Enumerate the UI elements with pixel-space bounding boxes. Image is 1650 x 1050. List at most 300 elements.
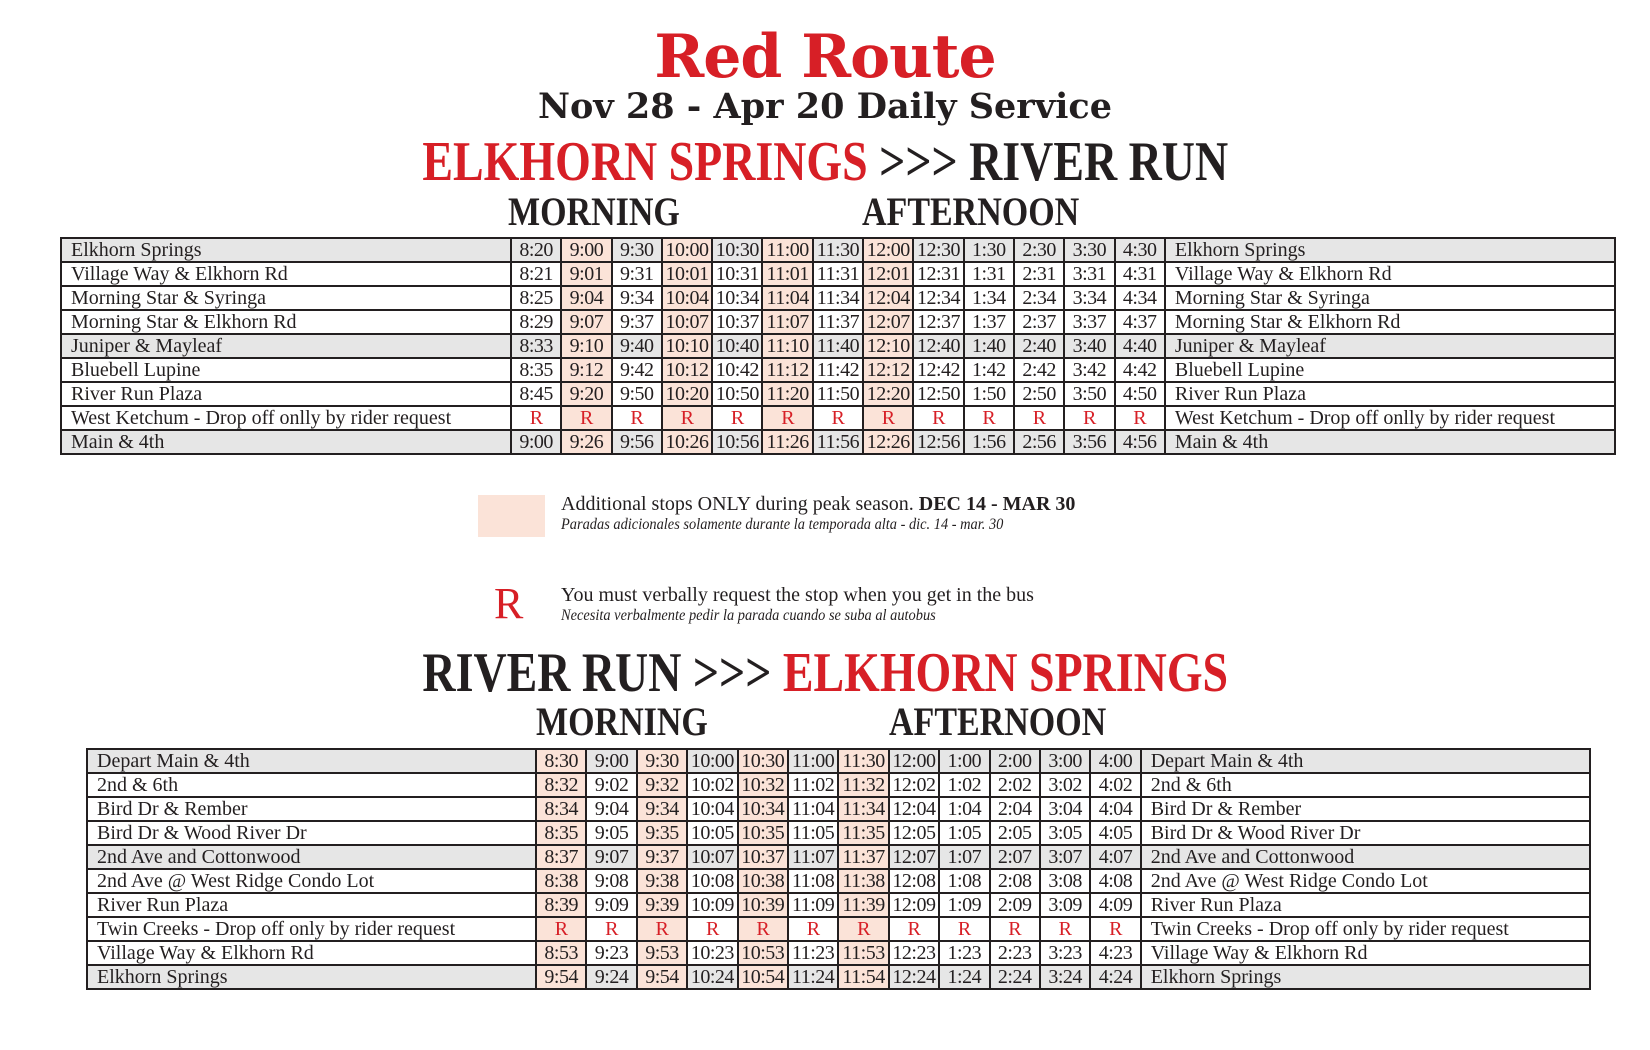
inbound-heading: [0, 641, 1650, 705]
time-cell: 2:40: [1014, 334, 1064, 358]
time-cell: 3:04: [1040, 797, 1090, 821]
time-cell: 4:30: [1115, 238, 1165, 262]
request-stop-cell: R: [838, 917, 888, 941]
outbound-arrow: >>>: [878, 131, 958, 193]
time-cell: 11:20: [762, 382, 812, 406]
request-stop-cell: R: [687, 917, 737, 941]
time-cell: 11:01: [762, 262, 812, 286]
stop-name: Morning Star & Syringa: [61, 286, 511, 310]
time-cell: 9:37: [637, 845, 687, 869]
request-stop-cell: R: [762, 406, 812, 430]
time-cell: 4:31: [1115, 262, 1165, 286]
time-cell: 4:00: [1090, 749, 1140, 773]
time-cell: 8:34: [536, 797, 586, 821]
time-cell: 4:07: [1090, 845, 1140, 869]
request-stop-cell: R: [561, 406, 611, 430]
time-cell: 12:50: [913, 382, 963, 406]
time-cell: 1:00: [939, 749, 989, 773]
time-cell: 9:12: [561, 358, 611, 382]
stop-name: River Run Plaza: [87, 893, 536, 917]
time-cell: 1:37: [964, 310, 1014, 334]
time-cell: 9:53: [637, 941, 687, 965]
time-cell: 12:12: [863, 358, 913, 382]
outbound-afternoon-label: AFTERNOON: [862, 189, 1080, 234]
time-cell: 3:05: [1040, 821, 1090, 845]
time-cell: 12:56: [913, 430, 963, 454]
time-cell: 8:29: [511, 310, 561, 334]
time-cell: 11:56: [813, 430, 863, 454]
time-cell: 10:40: [712, 334, 762, 358]
schedule-row: [61, 238, 1615, 262]
time-cell: 4:23: [1090, 941, 1140, 965]
stop-name: Bird Dr & Wood River Dr: [87, 821, 536, 845]
request-stop-cell: R: [637, 917, 687, 941]
schedule-row: [61, 406, 1615, 430]
time-cell: 9:04: [561, 286, 611, 310]
time-cell: 8:32: [536, 773, 586, 797]
time-cell: 11:39: [838, 893, 888, 917]
time-cell: 10:56: [712, 430, 762, 454]
time-cell: 12:09: [889, 893, 939, 917]
route-title: Red Route: [654, 22, 996, 92]
time-cell: 10:37: [712, 310, 762, 334]
time-cell: 3:00: [1040, 749, 1090, 773]
request-stop-cell: R: [863, 406, 913, 430]
time-cell: 10:04: [662, 286, 712, 310]
time-cell: 11:04: [788, 797, 838, 821]
time-cell: 11:07: [788, 845, 838, 869]
time-cell: 11:23: [788, 941, 838, 965]
time-cell: 3:24: [1040, 965, 1090, 989]
time-cell: 11:42: [813, 358, 863, 382]
time-cell: 9:39: [637, 893, 687, 917]
stop-name: Main & 4th: [61, 430, 511, 454]
time-cell: 11:26: [762, 430, 812, 454]
schedule-row: [61, 310, 1615, 334]
request-stop-cell: R: [612, 406, 662, 430]
request-legend-spanish: Necesita verbalmente pedir la parada cuando se suba al autobus: [561, 607, 936, 624]
time-cell: 11:34: [838, 797, 888, 821]
time-cell: 9:10: [561, 334, 611, 358]
stop-name-right: Bird Dr & Wood River Dr: [1141, 821, 1590, 845]
time-cell: 9:04: [586, 797, 636, 821]
schedule-row: [61, 334, 1615, 358]
request-legend: [561, 584, 1034, 625]
time-cell: 11:54: [838, 965, 888, 989]
outbound-from: ELKHORN SPRINGS: [422, 131, 868, 193]
time-cell: 10:20: [662, 382, 712, 406]
time-cell: 3:23: [1040, 941, 1090, 965]
time-cell: 12:26: [863, 430, 913, 454]
request-stop-cell: R: [788, 917, 838, 941]
time-cell: 11:32: [838, 773, 888, 797]
request-stop-cell: R: [964, 406, 1014, 430]
time-cell: 9:07: [586, 845, 636, 869]
time-cell: 10:02: [687, 773, 737, 797]
time-cell: 4:34: [1115, 286, 1165, 310]
time-cell: 8:39: [536, 893, 586, 917]
time-cell: 3:37: [1064, 310, 1114, 334]
time-cell: 9:08: [586, 869, 636, 893]
time-cell: 12:30: [913, 238, 963, 262]
request-stop-symbol: R: [494, 579, 524, 628]
time-cell: 11:05: [788, 821, 838, 845]
time-cell: 10:26: [662, 430, 712, 454]
request-stop-cell: R: [662, 406, 712, 430]
time-cell: 9:00: [586, 749, 636, 773]
service-dates: Nov 28 - Apr 20 Daily Service: [538, 86, 1112, 127]
stop-name-right: Juniper & Mayleaf: [1165, 334, 1615, 358]
schedule-row: [87, 917, 1590, 941]
time-cell: 4:05: [1090, 821, 1140, 845]
stop-name-right: 2nd & 6th: [1141, 773, 1590, 797]
time-cell: 1:24: [939, 965, 989, 989]
time-cell: 2:23: [990, 941, 1040, 965]
time-cell: 11:40: [813, 334, 863, 358]
time-cell: 2:30: [1014, 238, 1064, 262]
time-cell: 10:31: [712, 262, 762, 286]
time-cell: 12:34: [913, 286, 963, 310]
time-cell: 4:40: [1115, 334, 1165, 358]
time-cell: 11:35: [838, 821, 888, 845]
time-cell: 9:42: [612, 358, 662, 382]
stop-name-right: Main & 4th: [1165, 430, 1615, 454]
time-cell: 12:42: [913, 358, 963, 382]
time-cell: 3:08: [1040, 869, 1090, 893]
time-cell: 12:05: [889, 821, 939, 845]
time-cell: 9:56: [612, 430, 662, 454]
request-stop-cell: R: [913, 406, 963, 430]
time-cell: 9:54: [536, 965, 586, 989]
time-cell: 12:04: [889, 797, 939, 821]
request-stop-cell: R: [511, 406, 561, 430]
time-cell: 8:30: [536, 749, 586, 773]
time-cell: 2:24: [990, 965, 1040, 989]
request-stop-cell: R: [1090, 917, 1140, 941]
time-cell: 9:00: [511, 430, 561, 454]
time-cell: 4:04: [1090, 797, 1140, 821]
stop-name: Elkhorn Springs: [87, 965, 536, 989]
stop-name: Village Way & Elkhorn Rd: [61, 262, 511, 286]
request-stop-cell: R: [536, 917, 586, 941]
time-cell: 4:37: [1115, 310, 1165, 334]
time-cell: 12:01: [863, 262, 913, 286]
time-cell: 11:07: [762, 310, 812, 334]
time-cell: 2:04: [990, 797, 1040, 821]
time-cell: 8:53: [536, 941, 586, 965]
time-cell: 2:05: [990, 821, 1040, 845]
time-cell: 12:40: [913, 334, 963, 358]
time-cell: 11:04: [762, 286, 812, 310]
time-cell: 4:09: [1090, 893, 1140, 917]
inbound-from: RIVER RUN: [422, 642, 682, 704]
time-cell: 1:50: [964, 382, 1014, 406]
time-cell: 1:56: [964, 430, 1014, 454]
inbound-arrow: >>>: [692, 642, 772, 704]
time-cell: 1:05: [939, 821, 989, 845]
time-cell: 3:09: [1040, 893, 1090, 917]
time-cell: 2:31: [1014, 262, 1064, 286]
time-cell: 12:00: [889, 749, 939, 773]
time-cell: 11:38: [838, 869, 888, 893]
time-cell: 2:09: [990, 893, 1040, 917]
time-cell: 8:21: [511, 262, 561, 286]
stop-name: 2nd Ave and Cottonwood: [87, 845, 536, 869]
request-stop-cell: R: [939, 917, 989, 941]
time-cell: 10:34: [738, 797, 788, 821]
time-cell: 10:23: [687, 941, 737, 965]
request-stop-cell: R: [586, 917, 636, 941]
schedule-row: [87, 869, 1590, 893]
schedule-row: [87, 821, 1590, 845]
time-cell: 1:07: [939, 845, 989, 869]
inbound-afternoon-label: AFTERNOON: [889, 699, 1107, 744]
time-cell: 10:09: [687, 893, 737, 917]
time-cell: 2:42: [1014, 358, 1064, 382]
stop-name: 2nd Ave @ West Ridge Condo Lot: [87, 869, 536, 893]
time-cell: 8:20: [511, 238, 561, 262]
time-cell: 2:08: [990, 869, 1040, 893]
stop-name: West Ketchum - Drop off onlly by rider request: [61, 406, 511, 430]
stop-name-right: Morning Star & Syringa: [1165, 286, 1615, 310]
time-cell: 8:25: [511, 286, 561, 310]
request-stop-cell: R: [1064, 406, 1114, 430]
time-cell: 4:02: [1090, 773, 1140, 797]
stop-name: River Run Plaza: [61, 382, 511, 406]
stop-name: Bird Dr & Rember: [87, 797, 536, 821]
stop-name-right: Twin Creeks - Drop off only by rider request: [1141, 917, 1590, 941]
time-cell: 9:24: [586, 965, 636, 989]
time-cell: 11:10: [762, 334, 812, 358]
time-cell: 8:45: [511, 382, 561, 406]
time-cell: 4:50: [1115, 382, 1165, 406]
time-cell: 11:12: [762, 358, 812, 382]
time-cell: 3:50: [1064, 382, 1114, 406]
time-cell: 10:54: [738, 965, 788, 989]
time-cell: 1:30: [964, 238, 1014, 262]
time-cell: 11:34: [813, 286, 863, 310]
time-cell: 11:30: [838, 749, 888, 773]
peak-legend-dates: DEC 14 - MAR 30: [918, 493, 1076, 515]
time-cell: 9:32: [637, 773, 687, 797]
outbound-to: RIVER RUN: [968, 131, 1228, 193]
time-cell: 12:20: [863, 382, 913, 406]
time-cell: 10:10: [662, 334, 712, 358]
time-cell: 10:39: [738, 893, 788, 917]
time-cell: 10:07: [662, 310, 712, 334]
time-cell: 12:00: [863, 238, 913, 262]
schedule-row: [87, 941, 1590, 965]
time-cell: 11:30: [813, 238, 863, 262]
time-cell: 10:30: [738, 749, 788, 773]
schedule-row: [87, 797, 1590, 821]
time-cell: 12:08: [889, 869, 939, 893]
time-cell: 3:34: [1064, 286, 1114, 310]
stop-name-right: Village Way & Elkhorn Rd: [1165, 262, 1615, 286]
request-stop-cell: R: [1040, 917, 1090, 941]
time-cell: 11:53: [838, 941, 888, 965]
peak-legend-spanish: Paradas adicionales solamente durante la temporada alta - dic. 14 - mar. 30: [561, 516, 1004, 533]
time-cell: 10:01: [662, 262, 712, 286]
time-cell: 8:35: [511, 358, 561, 382]
stop-name: Twin Creeks - Drop off only by rider request: [87, 917, 536, 941]
peak-season-swatch: [478, 495, 545, 537]
time-cell: 10:00: [687, 749, 737, 773]
time-cell: 10:34: [712, 286, 762, 310]
stop-name-right: River Run Plaza: [1141, 893, 1590, 917]
request-stop-cell: R: [889, 917, 939, 941]
time-cell: 9:31: [612, 262, 662, 286]
stop-name-right: Depart Main & 4th: [1141, 749, 1590, 773]
time-cell: 11:09: [788, 893, 838, 917]
time-cell: 1:34: [964, 286, 1014, 310]
schedule-row: [87, 845, 1590, 869]
time-cell: 2:37: [1014, 310, 1064, 334]
time-cell: 9:00: [561, 238, 611, 262]
time-cell: 3:07: [1040, 845, 1090, 869]
stop-name-right: West Ketchum - Drop off onlly by rider request: [1165, 406, 1615, 430]
stop-name: Morning Star & Elkhorn Rd: [61, 310, 511, 334]
time-cell: 11:00: [762, 238, 812, 262]
time-cell: 12:23: [889, 941, 939, 965]
stop-name-right: Morning Star & Elkhorn Rd: [1165, 310, 1615, 334]
time-cell: 10:08: [687, 869, 737, 893]
schedule-row: [61, 262, 1615, 286]
time-cell: 10:24: [687, 965, 737, 989]
stop-name: Village Way & Elkhorn Rd: [87, 941, 536, 965]
time-cell: 12:02: [889, 773, 939, 797]
request-stop-cell: R: [738, 917, 788, 941]
time-cell: 11:08: [788, 869, 838, 893]
schedule-row: [61, 382, 1615, 406]
time-cell: 9:40: [612, 334, 662, 358]
stop-name-right: Bird Dr & Rember: [1141, 797, 1590, 821]
stop-name-right: Village Way & Elkhorn Rd: [1141, 941, 1590, 965]
time-cell: 3:40: [1064, 334, 1114, 358]
peak-legend: [561, 493, 1075, 534]
time-cell: 11:50: [813, 382, 863, 406]
time-cell: 10:32: [738, 773, 788, 797]
time-cell: 9:02: [586, 773, 636, 797]
time-cell: 1:08: [939, 869, 989, 893]
peak-legend-text: Additional stops ONLY during peak season.: [561, 493, 919, 515]
time-cell: 3:02: [1040, 773, 1090, 797]
time-cell: 9:54: [637, 965, 687, 989]
time-cell: 9:34: [612, 286, 662, 310]
time-cell: 9:20: [561, 382, 611, 406]
time-cell: 9:07: [561, 310, 611, 334]
time-cell: 9:23: [586, 941, 636, 965]
time-cell: 9:05: [586, 821, 636, 845]
time-cell: 9:38: [637, 869, 687, 893]
time-cell: 8:33: [511, 334, 561, 358]
request-legend-text: You must verbally request the stop when you get in the bus: [561, 584, 1034, 606]
time-cell: 12:07: [863, 310, 913, 334]
time-cell: 10:12: [662, 358, 712, 382]
stop-name-right: Bluebell Lupine: [1165, 358, 1615, 382]
stop-name: Bluebell Lupine: [61, 358, 511, 382]
time-cell: 12:37: [913, 310, 963, 334]
request-stop-cell: R: [1014, 406, 1064, 430]
time-cell: 1:40: [964, 334, 1014, 358]
inbound-to: ELKHORN SPRINGS: [782, 642, 1228, 704]
time-cell: 2:56: [1014, 430, 1064, 454]
time-cell: 10:37: [738, 845, 788, 869]
time-cell: 11:02: [788, 773, 838, 797]
time-cell: 3:30: [1064, 238, 1114, 262]
inbound-schedule-table: [86, 748, 1591, 990]
time-cell: 4:08: [1090, 869, 1140, 893]
time-cell: 12:04: [863, 286, 913, 310]
time-cell: 2:07: [990, 845, 1040, 869]
schedule-row: [87, 893, 1590, 917]
time-cell: 12:31: [913, 262, 963, 286]
time-cell: 10:38: [738, 869, 788, 893]
stop-name-right: 2nd Ave and Cottonwood: [1141, 845, 1590, 869]
time-cell: 11:00: [788, 749, 838, 773]
time-cell: 10:07: [687, 845, 737, 869]
time-cell: 8:35: [536, 821, 586, 845]
time-cell: 1:04: [939, 797, 989, 821]
time-cell: 9:34: [637, 797, 687, 821]
time-cell: 9:01: [561, 262, 611, 286]
time-cell: 4:56: [1115, 430, 1165, 454]
time-cell: 9:30: [612, 238, 662, 262]
time-cell: 12:24: [889, 965, 939, 989]
time-cell: 12:10: [863, 334, 913, 358]
time-cell: 9:26: [561, 430, 611, 454]
time-cell: 9:30: [637, 749, 687, 773]
time-cell: 1:09: [939, 893, 989, 917]
schedule-row: [61, 358, 1615, 382]
time-cell: 3:31: [1064, 262, 1114, 286]
time-cell: 1:23: [939, 941, 989, 965]
time-cell: 11:37: [838, 845, 888, 869]
time-cell: 11:31: [813, 262, 863, 286]
stop-name-right: River Run Plaza: [1165, 382, 1615, 406]
time-cell: 9:09: [586, 893, 636, 917]
time-cell: 4:42: [1115, 358, 1165, 382]
request-stop-cell: R: [712, 406, 762, 430]
time-cell: 10:53: [738, 941, 788, 965]
request-stop-cell: R: [1115, 406, 1165, 430]
time-cell: 10:35: [738, 821, 788, 845]
time-cell: 12:07: [889, 845, 939, 869]
schedule-row: [61, 430, 1615, 454]
time-cell: 9:35: [637, 821, 687, 845]
schedule-row: [87, 773, 1590, 797]
time-cell: 10:42: [712, 358, 762, 382]
time-cell: 4:24: [1090, 965, 1140, 989]
request-stop-cell: R: [990, 917, 1040, 941]
time-cell: 2:02: [990, 773, 1040, 797]
time-cell: 2:50: [1014, 382, 1064, 406]
stop-name: Elkhorn Springs: [61, 238, 511, 262]
time-cell: 11:24: [788, 965, 838, 989]
time-cell: 1:42: [964, 358, 1014, 382]
time-cell: 10:00: [662, 238, 712, 262]
stop-name: Depart Main & 4th: [87, 749, 536, 773]
stop-name: Juniper & Mayleaf: [61, 334, 511, 358]
outbound-schedule-table: [60, 237, 1616, 455]
time-cell: 1:02: [939, 773, 989, 797]
time-cell: 3:56: [1064, 430, 1114, 454]
schedule-row: [87, 965, 1590, 989]
time-cell: 11:37: [813, 310, 863, 334]
time-cell: 8:37: [536, 845, 586, 869]
outbound-morning-label: MORNING: [508, 189, 680, 234]
inbound-morning-label: MORNING: [536, 699, 708, 744]
